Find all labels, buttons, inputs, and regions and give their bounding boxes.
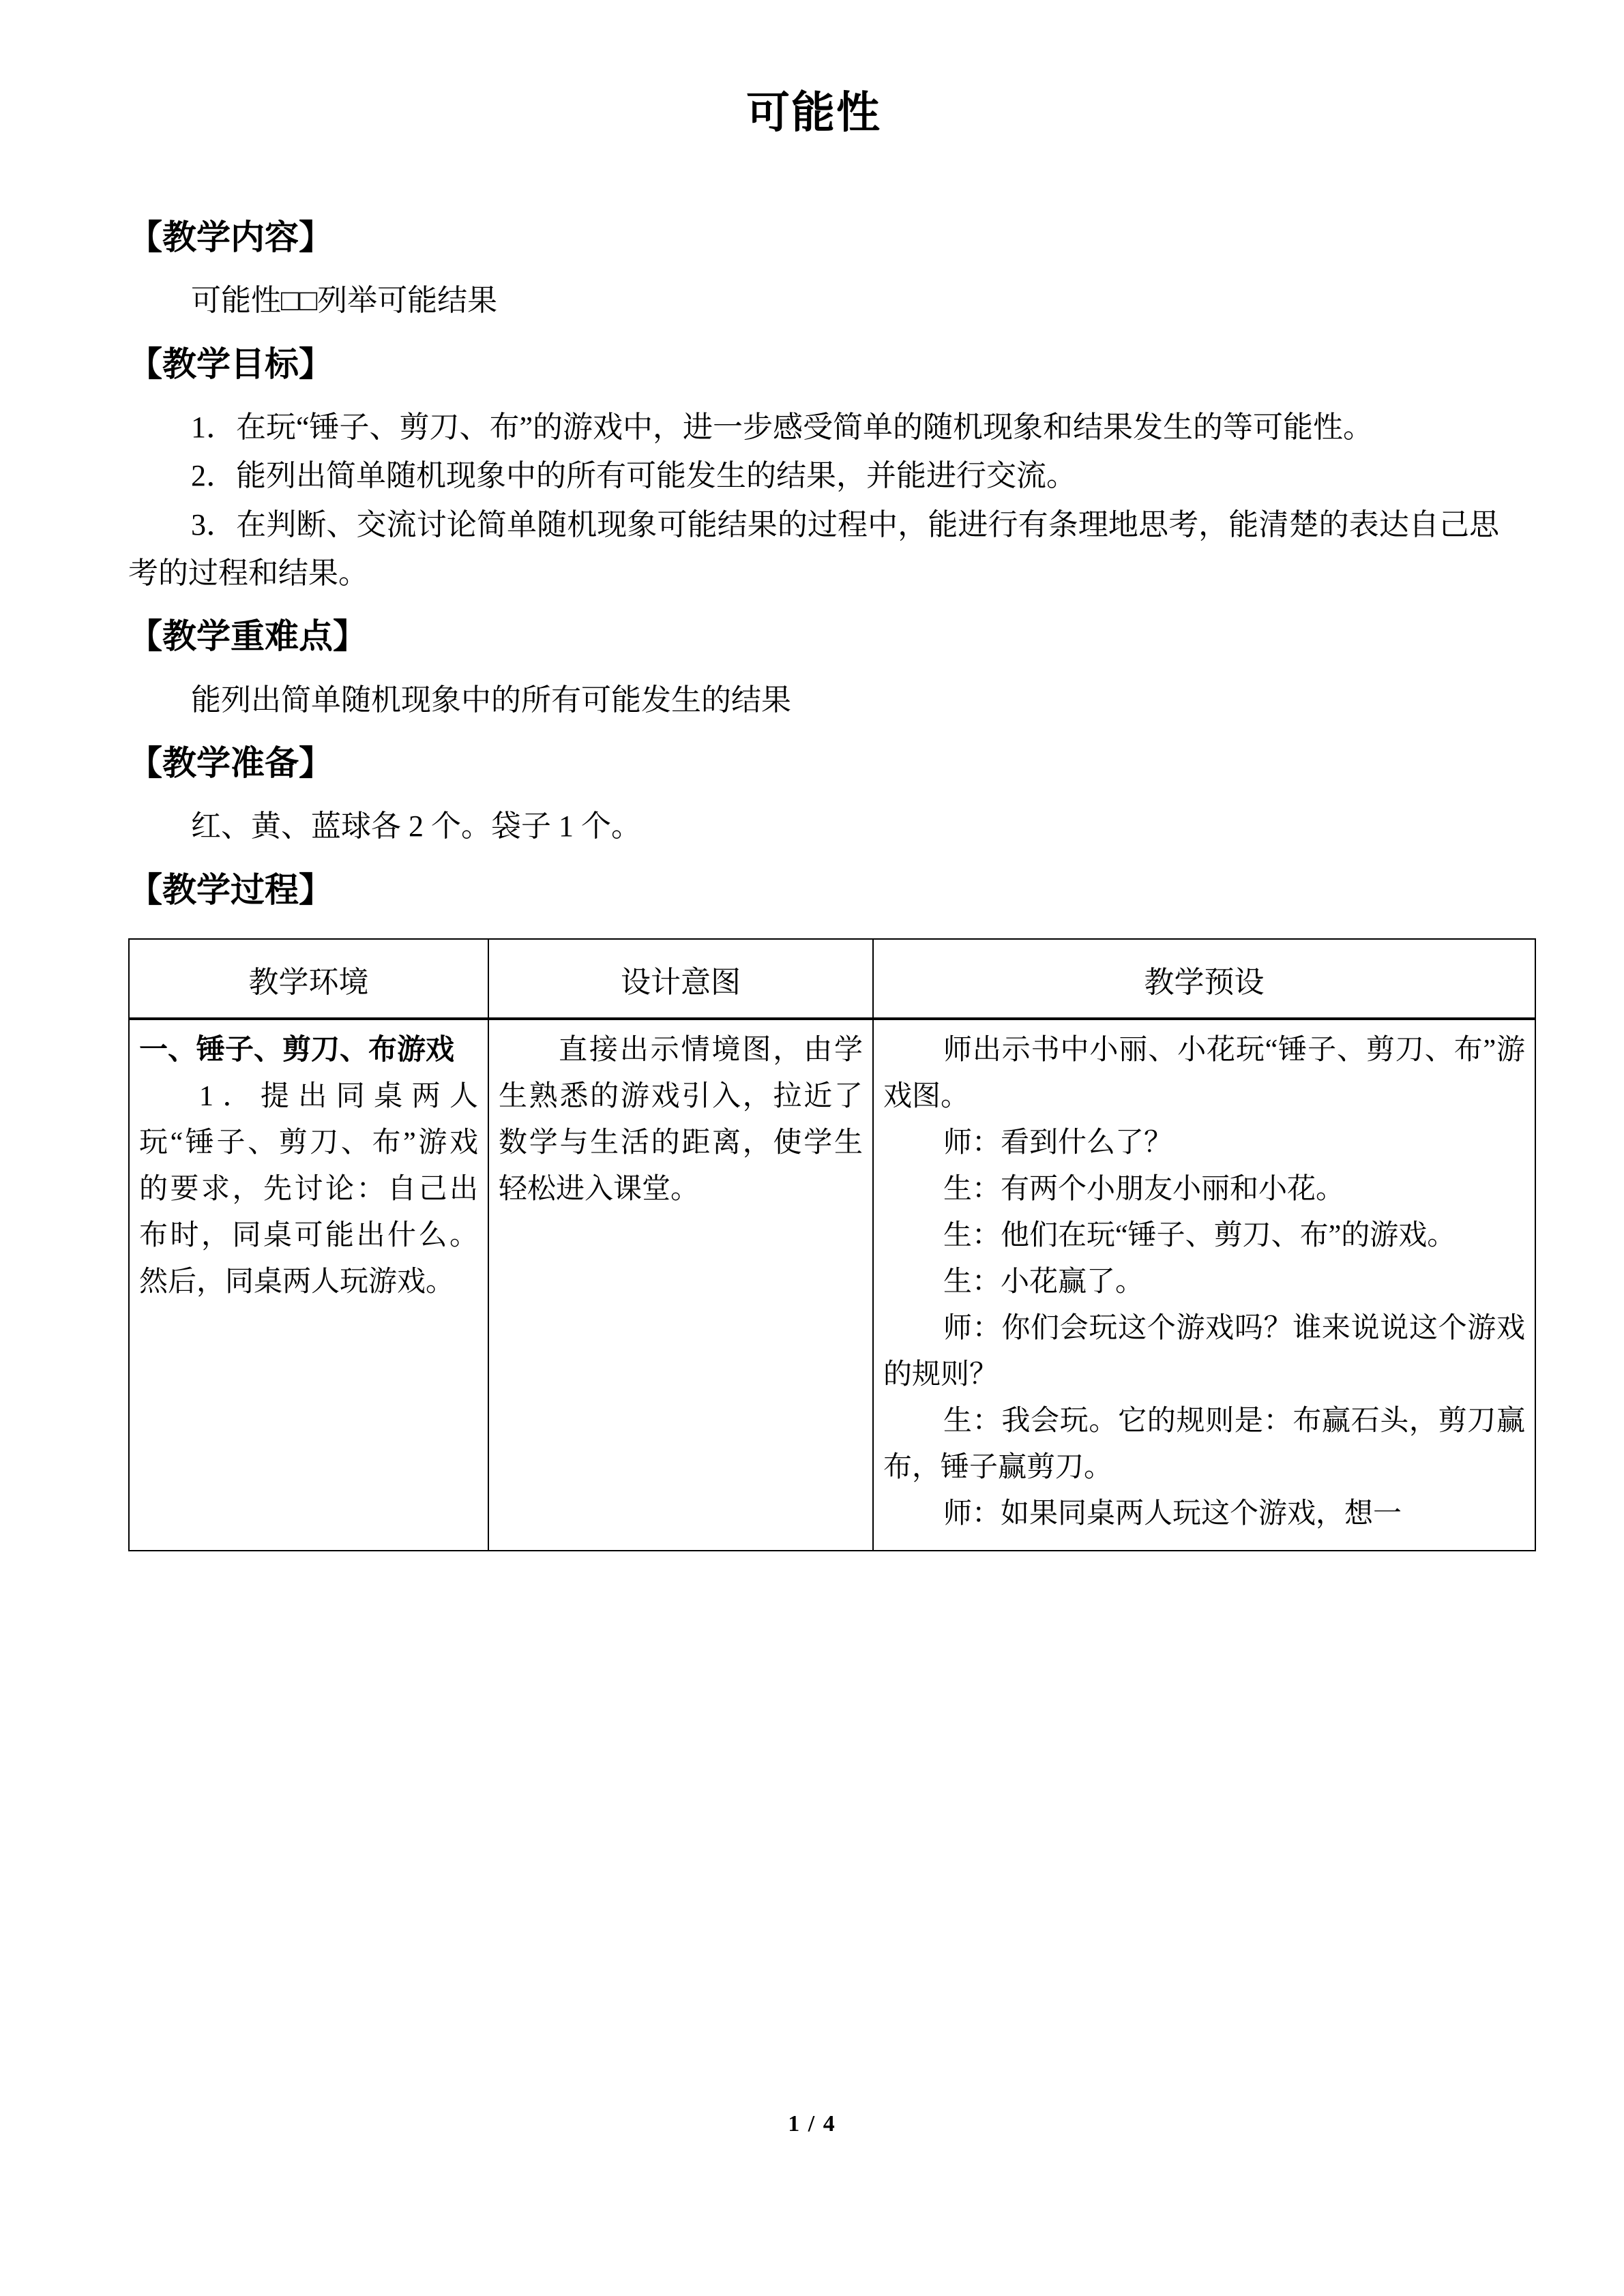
document-content bbox=[128, 0, 1525, 1551]
spacer bbox=[128, 851, 1499, 869]
objective-item-1: 1．在玩“锤子、剪刀、布”的游戏中，进一步感受简单的随机现象和结果发生的等可能性。 bbox=[191, 411, 1374, 445]
column-header-environment: 教学环境 bbox=[129, 939, 488, 1019]
environment-body: 1．提出同桌两人玩“锤子、剪刀、布”游戏的要求，先讨论：自己出布时，同桌可能出什么。然后，同桌两人玩游戏。 bbox=[139, 1081, 478, 1298]
cell-presets bbox=[873, 1019, 1535, 1550]
spacer bbox=[128, 597, 1499, 615]
spacer bbox=[128, 911, 1499, 938]
preparation-text: 红、黄、蓝球各 2 个。袋子 1 个。 bbox=[191, 809, 641, 844]
cell-environment bbox=[129, 1019, 488, 1550]
section-heading-objectives: 【教学目标】 bbox=[128, 344, 333, 383]
spacer bbox=[128, 658, 1499, 676]
column-header-intent: 设计意图 bbox=[488, 939, 873, 1019]
teaching-content-text: 可能性□□列举可能结果 bbox=[191, 284, 498, 318]
spacer bbox=[128, 385, 1499, 403]
key-points-text: 能列出简单随机现象中的所有可能发生的结果 bbox=[191, 683, 791, 717]
spacer bbox=[128, 724, 1499, 742]
preset-line: 师：如果同桌两人玩这个游戏，想一 bbox=[943, 1498, 1402, 1530]
preset-line: 师：你们会玩这个游戏吗？谁来说说这个游戏的规则？ bbox=[883, 1313, 1525, 1391]
spacer bbox=[128, 325, 1499, 343]
section-heading-preparation: 【教学准备】 bbox=[128, 743, 333, 782]
page-footer: 1 / 4 bbox=[788, 2111, 836, 2136]
environment-heading: 一、锤子、剪刀、布游戏 bbox=[139, 1034, 455, 1067]
preset-line: 生：小花赢了。 bbox=[943, 1266, 1145, 1298]
column-header-presets: 教学预设 bbox=[873, 939, 1535, 1019]
objective-item-2: 2．能列出简单随机现象中的所有可能发生的结果，并能进行交流。 bbox=[191, 459, 1076, 493]
table-header bbox=[129, 939, 1535, 1019]
section-heading-content: 【教学内容】 bbox=[128, 218, 333, 256]
preset-line: 师出示书中小丽、小花玩“锤子、剪刀、布”游戏图。 bbox=[883, 1034, 1525, 1113]
cell-intent bbox=[488, 1019, 873, 1550]
preset-line: 生：我会玩。它的规则是：布赢石头，剪刀赢布，锤子赢剪刀。 bbox=[883, 1405, 1525, 1484]
preset-line: 生：他们在玩“锤子、剪刀、布”的游戏。 bbox=[943, 1220, 1456, 1252]
objective-item-3: 3．在判断、交流讨论简单随机现象可能结果的过程中，能进行有条理地思考，能清楚的表达自己思考的过程和结果。 bbox=[128, 507, 1499, 590]
intent-text: 直接出示情境图，由学生熟悉的游戏引入，拉近了数学与生活的距离，使学生轻松进入课堂。 bbox=[499, 1034, 863, 1206]
page-title: 可能性 bbox=[746, 89, 881, 137]
spacer bbox=[128, 258, 1499, 276]
spacer bbox=[128, 784, 1499, 802]
table-body bbox=[129, 1019, 1535, 1550]
preset-line: 师：看到什么了？ bbox=[943, 1127, 1173, 1159]
preset-line: 生：有两个小朋友小丽和小花。 bbox=[943, 1174, 1345, 1206]
spacer bbox=[128, 140, 1499, 178]
table-header-row bbox=[129, 939, 1535, 1019]
section-heading-key-points: 【教学重难点】 bbox=[128, 617, 367, 656]
section-heading-process: 【教学过程】 bbox=[128, 870, 333, 909]
spacer bbox=[128, 178, 1499, 216]
table-row bbox=[129, 1019, 1535, 1550]
teaching-process-table bbox=[128, 938, 1536, 1551]
